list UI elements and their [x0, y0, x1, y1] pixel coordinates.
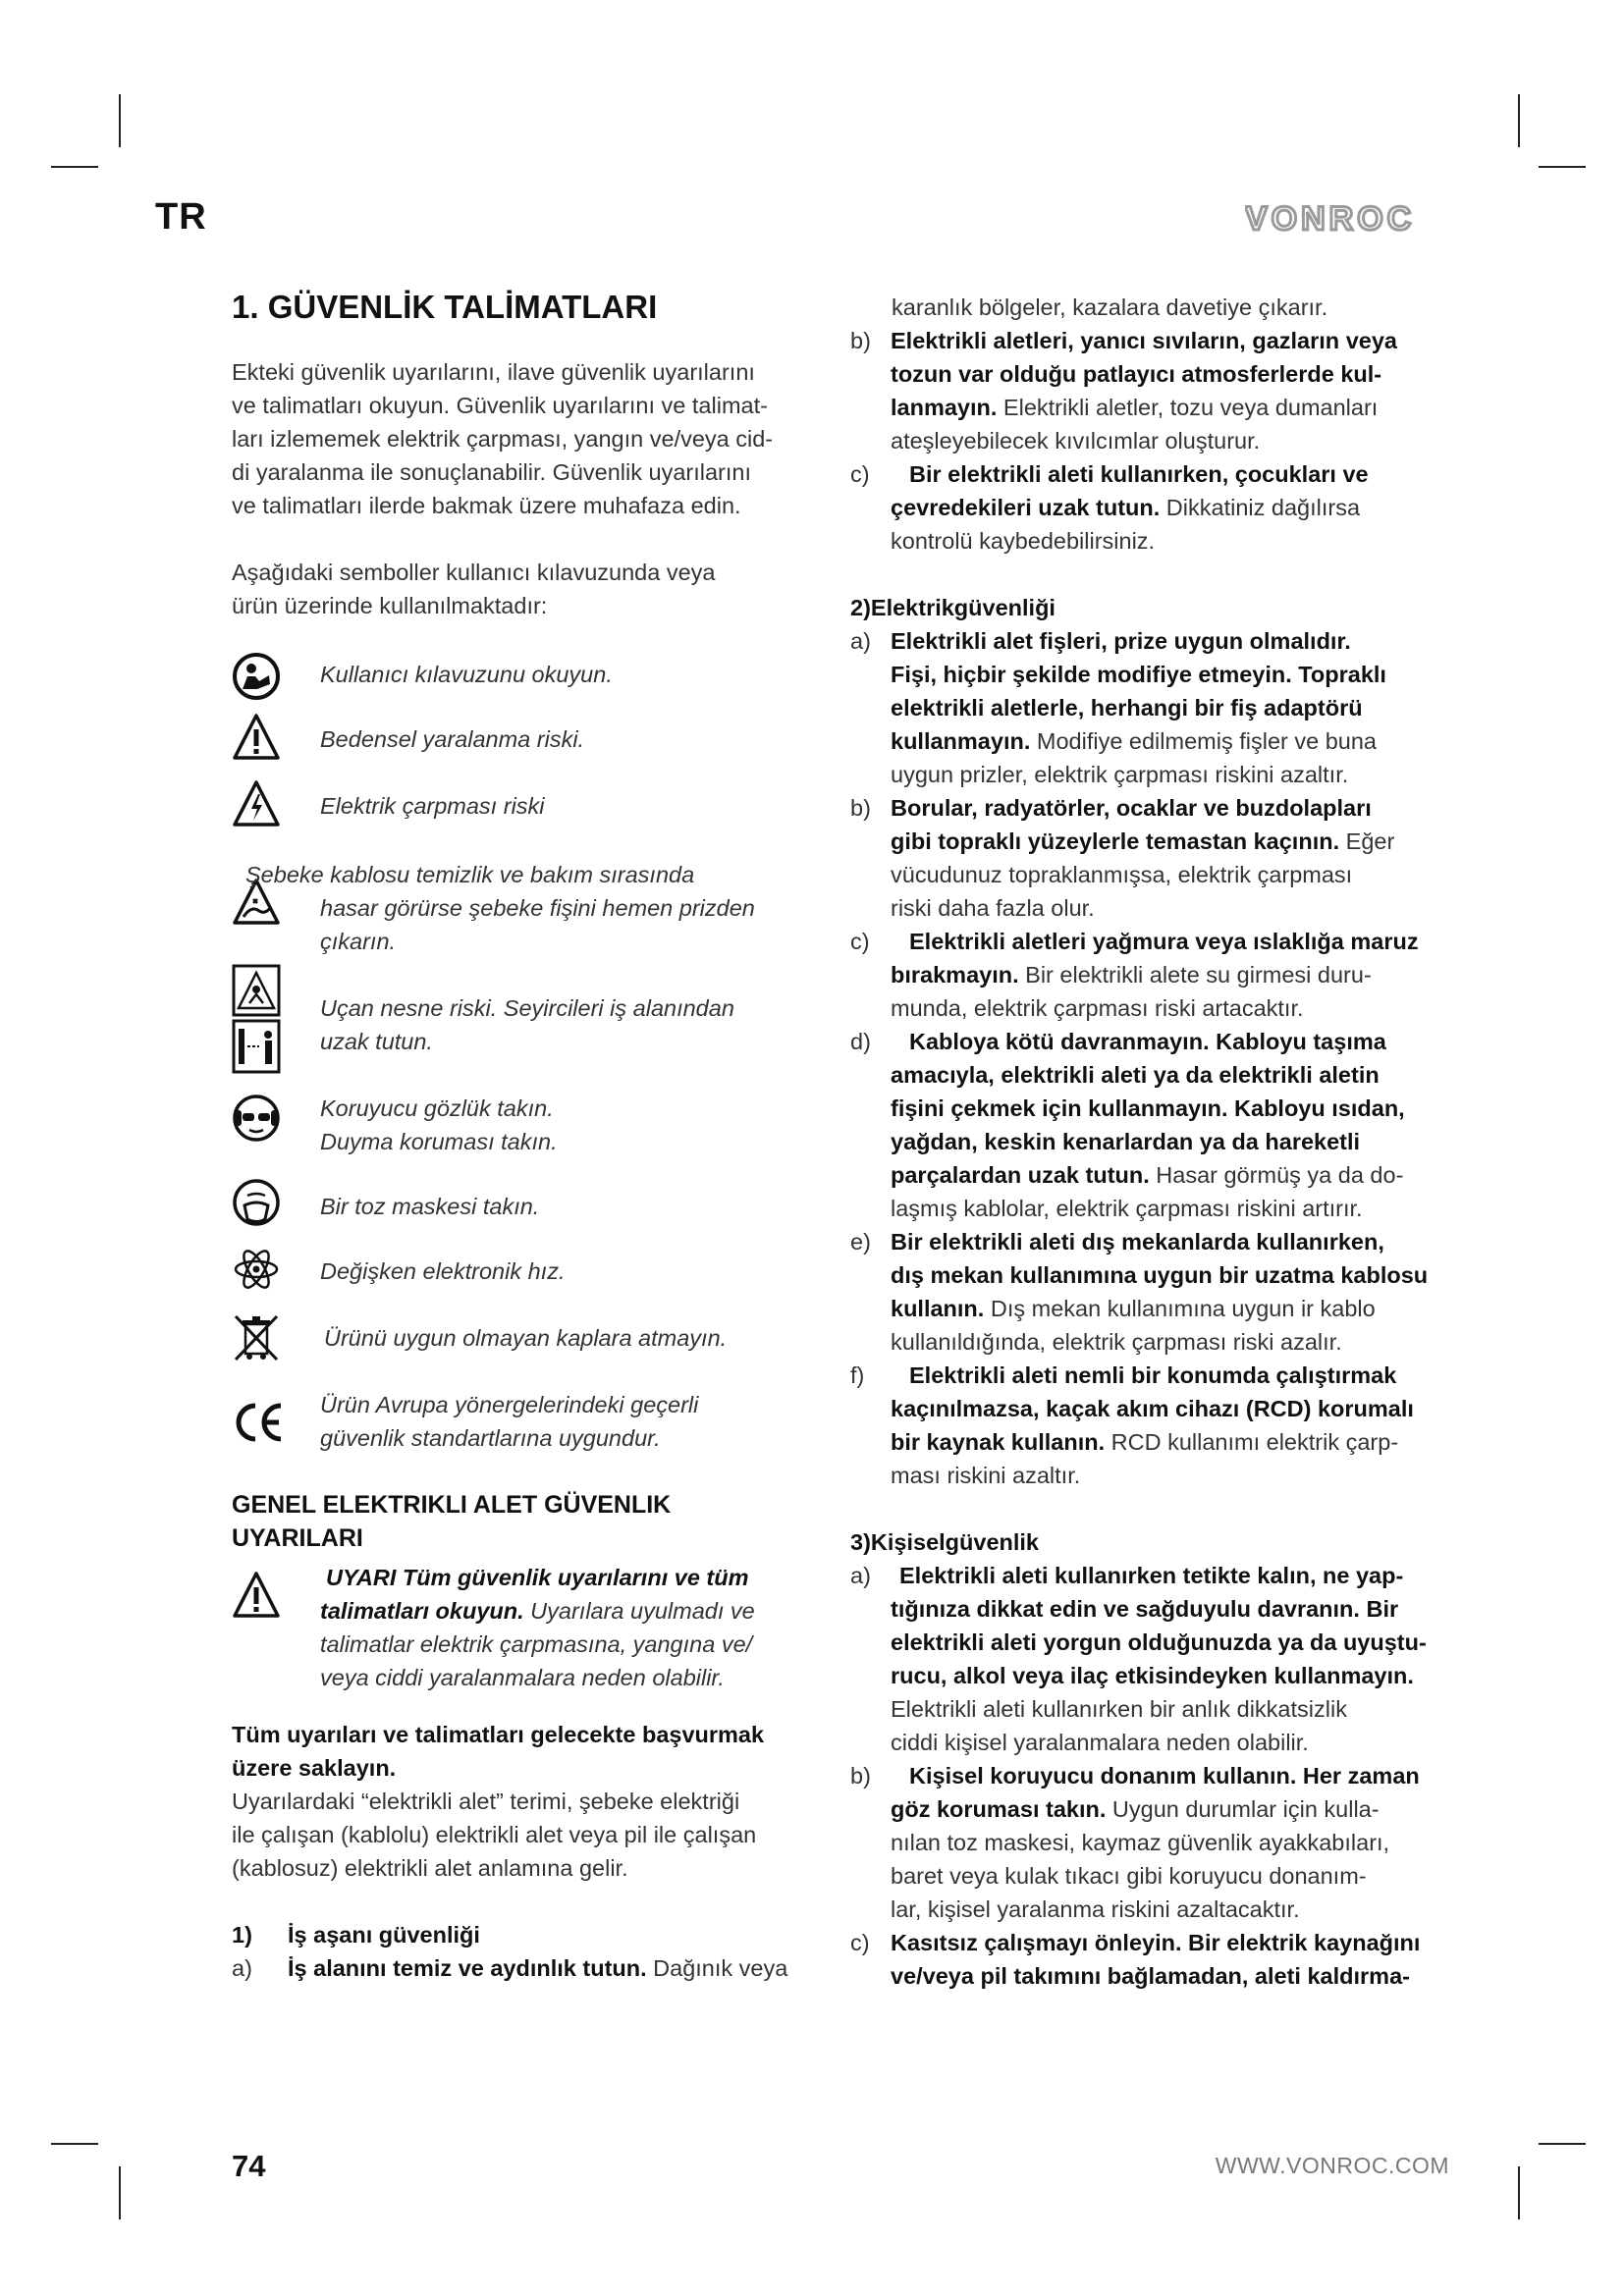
warning-icon [232, 1571, 281, 1620]
symbol-text: Elektrik çarpması riski [320, 793, 545, 819]
item-label: e) [850, 1229, 871, 1255]
symbol-text: Kullanıcı kılavuzunu okuyun. [320, 662, 613, 687]
symbol-text: Bir toz maskesi takın. [320, 1194, 540, 1219]
item-text: Kasıtsız çalışmayı önleyin. Bir elektrik kaynağını [891, 1930, 1421, 1955]
section-heading: 2)Elektrikgüvenliği [850, 595, 1056, 620]
intro-text: Ekteki güvenlik uyarılarını, ilave güvenlik uyarılarını [232, 359, 755, 385]
website-url[interactable]: WWW.VONROC.COM [1215, 2153, 1449, 2178]
symbol-text: uzak tutun. [320, 1029, 433, 1054]
item-text: ateşleyebilecek kıvılcımlar oluşturur. [891, 428, 1261, 454]
crop-mark [1539, 166, 1586, 168]
item-rest: Elektrikli aletler, tozu veya dumanları [997, 395, 1379, 420]
item-text [288, 1951, 787, 1985]
item-bold: bırakmayın. [891, 962, 1019, 988]
item-text: kullanıldığında, elektrik çarpması riski azalır. [891, 1329, 1342, 1355]
item-text: rucu, alkol veya ilaç etkisindeyken kullanmayın. [891, 1663, 1414, 1688]
item-text [891, 958, 1372, 991]
item-text: elektrikli aletlerle, herhangi bir fiş adaptörü [891, 695, 1363, 721]
item-text: kontrolü kaybedebilirsiniz. [891, 528, 1156, 554]
item-text: munda, elektrik çarpması riski artacaktır. [891, 995, 1304, 1021]
symbol-text: Koruyucu gözlük takın. [320, 1095, 554, 1121]
section-heading: UYARILARI [232, 1524, 363, 1552]
vonroc-logo [1245, 200, 1445, 234]
intro-text: ve talimatları ilerde bakmak üzere muhafaza edin. [232, 493, 741, 518]
manual-icon [232, 652, 281, 701]
warning-text [320, 1594, 755, 1628]
section-heading: İş aşanı güvenliği [288, 1922, 480, 1948]
item-label: c) [850, 461, 870, 487]
item-text: tığınıza dikkat edin ve sağduyulu davranın. Bir [891, 1596, 1399, 1622]
item-text: ve/veya pil takımını bağlamadan, aleti kaldırma- [891, 1963, 1410, 1989]
item-rest: Hasar görmüş ya da do- [1149, 1162, 1404, 1188]
electric-shock-icon [232, 779, 281, 828]
symbol-text: Şebeke kablosu temizlik ve bakım sırasında [245, 862, 695, 887]
item-text: lar, kişisel yaralanma riskini azaltacaktır. [891, 1896, 1300, 1922]
item-text: Elektrikli aleti nemli bir konumda çalıştırmak [909, 1362, 1397, 1388]
symbol-text: Ürünü uygun olmayan kaplara atmayın. [324, 1325, 728, 1351]
item-bold: gibi topraklı yüzeylerle temastan kaçının. [891, 828, 1340, 854]
weee-bin-icon [232, 1313, 281, 1362]
item-label: b) [850, 1763, 871, 1789]
item-text [891, 724, 1377, 758]
item-bold: parçalardan uzak tutun. [891, 1162, 1150, 1188]
section-heading: GENEL ELEKTRIKLI ALET GÜVENLIK [232, 1491, 672, 1519]
language-code: TR [155, 196, 207, 238]
crop-mark [1539, 2143, 1586, 2145]
item-text: nılan toz maskesi, kaymaz güvenlik ayakkabıları, [891, 1830, 1390, 1855]
item-bold: lanmayın. [891, 395, 998, 420]
crop-mark [51, 2143, 98, 2145]
item-text [891, 1158, 1403, 1192]
intro-text: di yaralanma ile sonuçlanabilir. Güvenlik uyarılarını [232, 459, 752, 485]
item-text: amacıyla, elektrikli aleti ya da elektrikli aletin [891, 1062, 1380, 1088]
item-rest: Eğer [1339, 828, 1395, 854]
item-label: c) [850, 1930, 870, 1955]
item-label: d) [850, 1029, 871, 1054]
item-text: baret veya kulak tıkacı gibi koruyucu donanım- [891, 1863, 1367, 1889]
item-bold: göz koruması takın. [891, 1796, 1107, 1822]
dust-mask-icon [232, 1178, 281, 1227]
item-rest: Bir elektrikli alete su girmesi duru- [1018, 962, 1372, 988]
item-text [891, 391, 1378, 424]
crop-mark [1518, 2166, 1520, 2219]
svg-text:VONROC: VONROC [1245, 200, 1416, 234]
item-text: Kabloya kötü davranmayın. Kabloyu taşıma [909, 1029, 1386, 1054]
symbol-text: çıkarın. [320, 929, 397, 954]
item-text [891, 491, 1360, 524]
section-heading: 3)Kişiselgüvenlik [850, 1529, 1039, 1555]
item-text: Elektrikli alet fişleri, prize uygun olmalıdır. [891, 628, 1351, 654]
item-rest: Dağınık veya [646, 1955, 788, 1981]
item-text: laşmış kablolar, elektrik çarpması riskini artırır. [891, 1196, 1363, 1221]
item-text: Bir elektrikli aleti kullanırken, çocukları ve [909, 461, 1369, 487]
page-title: 1. GÜVENLİK TALİMATLARI [232, 289, 658, 325]
item-label: a) [850, 628, 871, 654]
crop-mark [119, 94, 121, 147]
symbols-intro: ürün üzerinde kullanılmaktadır: [232, 593, 548, 618]
symbol-text: Bedensel yaralanma riski. [320, 726, 585, 752]
keep-instructions: Tüm uyarıları ve talimatları gelecekte başvurmak [232, 1722, 765, 1747]
ce-mark-icon [232, 1398, 287, 1447]
item-text: tozun var olduğu patlayıcı atmosferlerde kul- [891, 361, 1382, 387]
item-text: Elektrikli aleti kullanırken tetikte kalın, ne yap- [899, 1563, 1404, 1588]
item-text: vücudunuz topraklanmışsa, elektrik çarpması [891, 862, 1353, 887]
item-text [891, 1792, 1380, 1826]
intro-text: ve talimatları okuyun. Güvenlik uyarılarını ve talimat- [232, 393, 768, 418]
item-label: a) [232, 1955, 252, 1981]
item-rest: Dikkatiniz dağılırsa [1160, 495, 1361, 520]
item-text: karanlık bölgeler, kazalara davetiye çıkarır. [892, 294, 1328, 320]
item-text: ması riskini azaltır. [891, 1463, 1081, 1488]
item-label: b) [850, 795, 871, 821]
intro-text: ları izlememek elektrik çarpması, yangın ve/veya cid- [232, 426, 774, 452]
section-number: 1) [232, 1922, 252, 1948]
symbol-text: Ürün Avrupa yönergelerindeki geçerli [320, 1392, 699, 1417]
item-label: f) [850, 1362, 865, 1388]
warning-bold: talimatları okuyun. [320, 1598, 524, 1624]
item-text [891, 1425, 1398, 1459]
item-text: Borular, radyatörler, ocaklar ve buzdolapları [891, 795, 1372, 821]
item-rest: Dış mekan kullanımına uygun ir kablo [984, 1296, 1376, 1321]
warning-text: talimatlar elektrik çarpmasına, yangına ve/ [320, 1631, 753, 1657]
term-text: (kablosuz) elektrikli alet anlamına gelir. [232, 1855, 628, 1881]
item-bold: kullanın. [891, 1296, 985, 1321]
item-text: yağdan, keskin kenarlardan ya da hareketli [891, 1129, 1361, 1154]
item-text: Elektrikli aleti kullanırken bir anlık dikkatsizlik [891, 1696, 1347, 1722]
item-text: elektrikli aleti yorgun olduğunuzda ya da uyuştu- [891, 1629, 1427, 1655]
item-text [891, 825, 1394, 858]
item-label: c) [850, 929, 870, 954]
item-rest: RCD kullanımı elektrik çarp- [1105, 1429, 1399, 1455]
item-text: Elektrikli aletleri, yanıcı sıvıların, gazların veya [891, 328, 1397, 353]
warning-rest: Uyarılara uyulmadı ve [523, 1598, 755, 1624]
warning-text: veya ciddi yaralanmalara neden olabilir. [320, 1665, 725, 1690]
item-text: Kişisel koruyucu donanım kullanın. Her zaman [909, 1763, 1420, 1789]
symbol-text: Duyma koruması takın. [320, 1129, 558, 1154]
item-text [891, 1292, 1376, 1325]
item-bold: kullanmayın. [891, 728, 1031, 754]
item-bold: bir kaynak kullanın. [891, 1429, 1106, 1455]
symbol-text: hasar görürse şebeke fişini hemen prizden [320, 895, 755, 921]
variable-speed-icon [232, 1245, 281, 1294]
page-number: 74 [232, 2149, 266, 2183]
item-text: Bir elektrikli aleti dış mekanlarda kullanırken, [891, 1229, 1384, 1255]
crop-mark [1518, 94, 1520, 147]
item-bold: çevredekileri uzak tutun. [891, 495, 1161, 520]
symbol-text: Değişken elektronik hız. [320, 1258, 566, 1284]
crop-mark [51, 166, 98, 168]
crop-mark [119, 2166, 121, 2219]
warning-icon [232, 713, 281, 762]
item-text: dış mekan kullanımına uygun bir uzatma kablosu [891, 1262, 1429, 1288]
item-rest: Uygun durumlar için kulla- [1106, 1796, 1380, 1822]
item-rest: Modifiye edilmemiş fişler ve buna [1030, 728, 1377, 754]
item-label: b) [850, 328, 871, 353]
item-bold: İş alanını temiz ve aydınlık tutun. [288, 1955, 647, 1981]
warning-text: UYARI Tüm güvenlik uyarılarını ve tüm [326, 1565, 749, 1590]
item-text: Elektrikli aletleri yağmura veya ıslaklığa maruz [909, 929, 1419, 954]
item-text: fişini çekmek için kullanmayın. Kabloyu ısıdan, [891, 1095, 1405, 1121]
keep-instructions: üzere saklayın. [232, 1755, 397, 1781]
goggles-ear-protection-icon [232, 1094, 281, 1143]
flying-objects-icon [232, 964, 281, 1074]
term-text: ile çalışan (kablolu) elektrikli alet veya pil ile çalışan [232, 1822, 757, 1847]
item-text: Fişi, hiçbir şekilde modifiye etmeyin. Topraklı [891, 662, 1386, 687]
symbols-intro: Aşağıdaki semboller kullanıcı kılavuzunda veya [232, 560, 716, 585]
item-text: uygun prizler, elektrik çarpması riskini azaltır. [891, 762, 1349, 787]
symbol-text: güvenlik standartlarına uygundur. [320, 1425, 661, 1451]
item-text: riski daha fazla olur. [891, 895, 1095, 921]
symbol-text: Uçan nesne riski. Seyircileri iş alanından [320, 995, 734, 1021]
item-text: ciddi kişisel yaralanmalara neden olabilir. [891, 1730, 1309, 1755]
item-text: kaçınılmazsa, kaçak akım cihazı (RCD) korumalı [891, 1396, 1414, 1421]
item-label: a) [850, 1563, 871, 1588]
term-text: Uyarılardaki “elektrikli alet” terimi, şebeke elektriği [232, 1789, 740, 1814]
